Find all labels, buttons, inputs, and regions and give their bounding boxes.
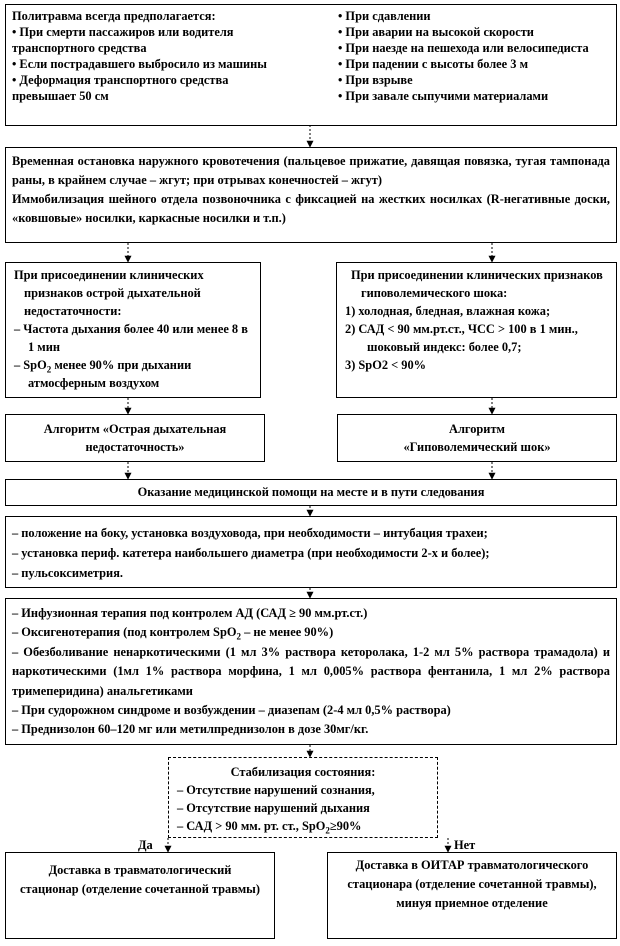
algorithm-respiratory-failure-box [5,414,265,462]
bleeding-control-box [5,147,617,243]
algorithm-hypovolemic-shock-box [337,414,617,462]
shock-sign-item: 3) SpO2 < 90% [345,358,427,372]
therapy-item: – Инфузионная терапия под контролем АД (САД ≥ 90 мм.рт.ст.) [12,606,368,620]
respiratory-failure-signs-box [5,262,261,398]
measure-item: – установка периф. катетера наибольшего диаметра (при необходимости 2-х и более); [12,546,490,560]
criteria-item: • Если пострадавшего выбросило из машины [12,57,267,71]
therapy-item: – Обезболивание ненаркотическими (1 мл 3% раствора кеторолака, 1-2 мл 5% раствора трамадола) и наркотическими (1мл 1% раствора морфина, 1 мл 0,005% раствора фентанила, 1 мл 2% раствора тримеперидина) анальгетиками [12,644,610,698]
therapy-item: – Оксигенотерапия (под контролем SpO$_2$ – не менее 90%) [12,625,334,642]
polytrauma-title: Политравма всегда предполагается: [12,9,216,23]
icu-delivery-box [327,852,617,939]
no-label: Нет [454,838,476,852]
shock-signs-title: При присоединении клинических признаков гиповолемического шока: [351,268,603,300]
criteria-item: • При смерти пассажиров или водителя транспортного средства [12,25,234,55]
polytrauma-criteria-right [338,8,612,104]
criteria-item: • При наезде на пешехода или велосипедиста [338,41,589,55]
respiratory-sign-item: – Частота дыхания более 40 или менее 8 в 1 мин [14,322,248,354]
algorithm-respiratory-text: Алгоритм «Острая дыхательная недостаточность» [43,422,227,454]
criteria-item: • Деформация транспортного средства превышает 50 см [12,73,229,103]
onsite-care-box [5,479,617,506]
respiratory-sign-item: – SpO$_2$ менее 90% при дыхании атмосферным воздухом [14,358,192,390]
yes-label: Да [138,838,153,852]
trauma-hospital-delivery-text: Доставка в травматологический стационар (отделение сочетанной травмы) [20,863,260,896]
criteria-item: • При завале сыпучими материалами [338,89,549,103]
stabilization-item: – Отсутствие нарушений сознания, [177,783,375,797]
criteria-item: • При падении с высоты более 3 м [338,57,529,71]
therapy-item: – Преднизолон 60–120 мг или метилпреднизолон в дозе 30мг/кг. [12,722,369,737]
measure-item: – положение на боку, установка воздуховода, при необходимости – интубация трахеи; [12,526,488,540]
stabilization-title: Стабилизация состояния: [230,765,376,779]
measure-item: – пульсоксиметрия. [12,566,123,580]
immobilization-text: Иммобилизация шейного отдела позвоночника с фиксацией на жестких носилках (R-негативные доски, «ковшовые» носилки, каркасные носилки и т.п.) [12,192,610,225]
trauma-hospital-delivery-box [5,852,275,939]
stabilization-item: – САД > 90 мм. рт. ст., SpO$_2$≥90% [177,819,362,836]
hypovolemic-shock-signs-box [336,262,617,398]
stabilization-item: – Отсутствие нарушений дыхания [177,801,370,815]
algorithm-shock-name: «Гиповолемический шок» [403,440,551,454]
bleeding-control-text: Временная остановка наружного кровотечения (пальцевое прижатие, давящая повязка, тугая тампонада раны, в крайнем случае – жгут; при отрывах конечностей – жгут) [12,154,610,187]
criteria-item: • При аварии на высокой скорости [338,25,534,39]
therapy-item: – При судорожном синдроме и возбуждении – диазепам (2-4 мл 0,5% раствора) [12,703,451,718]
shock-sign-item: 1) холодная, бледная, влажная кожа; [345,304,551,318]
onsite-care-text: Оказание медицинской помощи на месте и в пути следования [137,485,485,499]
therapy-box [5,598,617,745]
icu-delivery-text: Доставка в ОИТАР травматологического стационара (отделение сочетанной травмы), минуя приемное отделение [347,858,597,910]
shock-sign-item: 2) САД < 90 мм.рт.ст., ЧСС > 100 в 1 мин., шоковый индекс: более 0,7; [345,322,578,354]
polytrauma-criteria-left [12,8,274,104]
respiratory-signs-title: При присоединении клинических признаков острой дыхательной недостаточности: [14,268,204,318]
initial-measures-box [5,516,617,588]
algorithm-shock-label: Алгоритм [449,422,505,436]
stabilization-box [168,757,438,838]
polytrauma-criteria-box [5,4,617,126]
criteria-item: • При взрыве [338,73,413,87]
criteria-item: • При сдавлении [338,9,431,23]
